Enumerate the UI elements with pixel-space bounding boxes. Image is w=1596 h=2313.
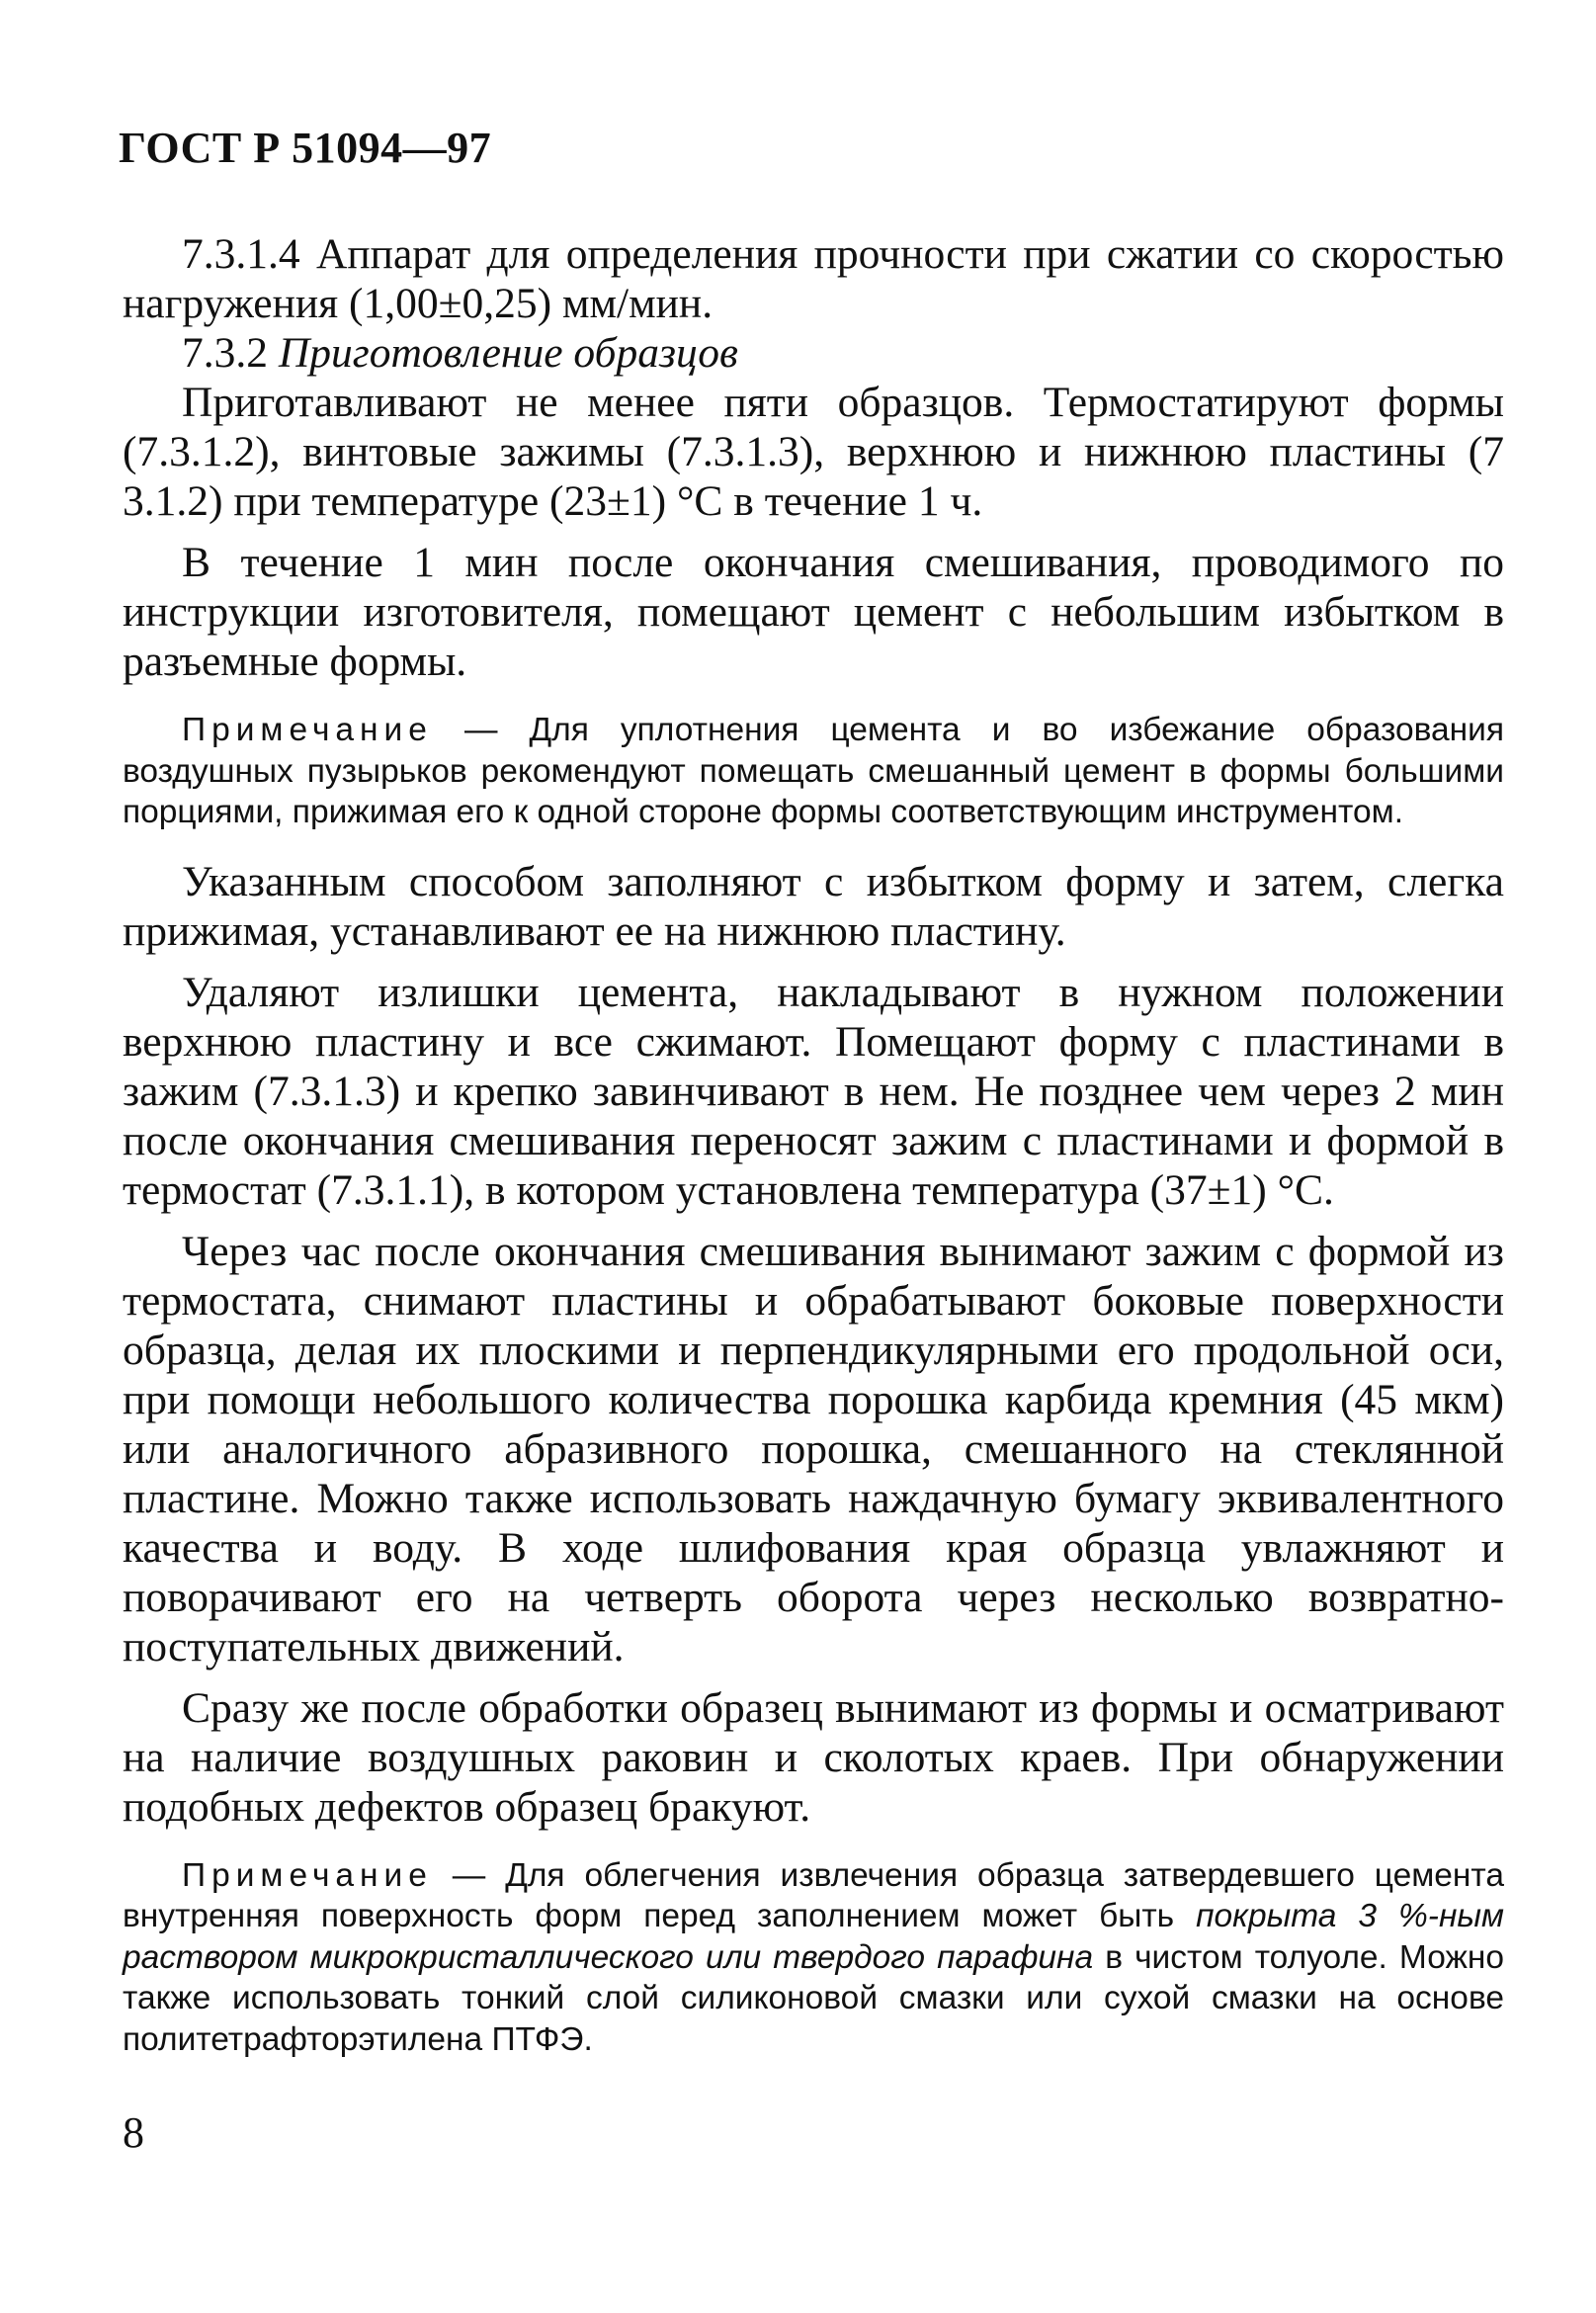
note-1 xyxy=(123,710,1504,833)
paragraph-grinding: Через час после окончания смешивания вынимают зажим с формой из термостата, снимают пластины и обрабатывают боковые поверхности образца, делая их плоскими и перпендикулярными его продольной оси, при помощи небольшого количества порошка карбида кремния (45 мкм) или аналогичного абразивного порошка, смешанного на стеклянной пластине. Можно также использовать наждачную бумагу эквивалентного качества и воду. В ходе шлифования края образца увлажняют и поворачивают его на четверть оборота через несколько возвратно-поступательных движений. xyxy=(123,1227,1504,1670)
paragraph-mixing: В течение 1 мин после окончания смешивания, проводимого по инструкции изготовителя, помещают цемент с небольшим избытком в разъемные формы. xyxy=(123,539,1504,685)
paragraph-filling: Указанным способом заполняют с избытком форму и затем, слегка прижимая, устанавливают ее на нижнюю пластину. xyxy=(123,857,1504,955)
note-2-text-a: — Для облегчения извлечения образца затвердевшего цемента внутренняя поверхность форм перед заполнением может быть xyxy=(123,1856,1504,1934)
paragraph-inspection: Сразу же после обработки образец вынимают из формы и осматривают на наличие воздушных раковин и сколотых краев. При обнаружении подобных дефектов образец бракуют. xyxy=(123,1683,1504,1831)
note-2-text-italic: покрыта 3 %-ным раствором микрокристаллического или твердого парафина xyxy=(123,1898,1504,1976)
document-header: ГОСТ Р 51094—97 xyxy=(119,124,492,172)
note-2-label: Примечание xyxy=(182,1856,433,1894)
paragraph-7-3-1-4: 7.3.1.4 Аппарат для определения прочности при сжатии со скоростью нагружения (1,00±0,25) мм/мин. xyxy=(123,230,1504,327)
paragraph-clamping: Удаляют излишки цемента, накладывают в нужном положении верхнюю пластину и все сжимают. Помещают форму с пластинами в зажим (7.3.1.3) и крепко завинчивают в нем. Не позднее чем через 2 мин после окончания смешивания переносят зажим с пластинами и формой в термостат (7.3.1.1), в котором установлена температура (37±1) °С. xyxy=(123,968,1504,1214)
note-2-text-b: в чистом толуоле. Можно также использовать тонкий слой силиконовой смазки или сухой смазки на основе политетрафторэтилена ПТФЭ. xyxy=(123,1938,1505,2058)
note-1-label: Примечание xyxy=(182,712,433,748)
page-number: 8 xyxy=(123,2108,144,2157)
section-title: Приготовление образцов xyxy=(278,329,738,377)
document-body xyxy=(123,229,1504,2084)
note-1-text: — Для уплотнения цемента и во избежание образования воздушных пузырьков рекомендуют помещать смешанный цемент в формы большими порциями, прижимая его к одной стороне формы соответствующим инструментом. xyxy=(123,712,1504,830)
note-2 xyxy=(123,1855,1504,2061)
section-heading-7-3-2 xyxy=(123,328,1504,378)
section-number: 7.3.2 xyxy=(182,329,268,377)
paragraph-preparation: Приготавливают не менее пяти образцов. Термостатируют формы (7.3.1.2), винтовые зажимы (7.3.1.3), верхнюю и нижнюю пластины (7 3.1.2) при температуре (23±1) °С в течение 1 ч. xyxy=(123,379,1504,525)
